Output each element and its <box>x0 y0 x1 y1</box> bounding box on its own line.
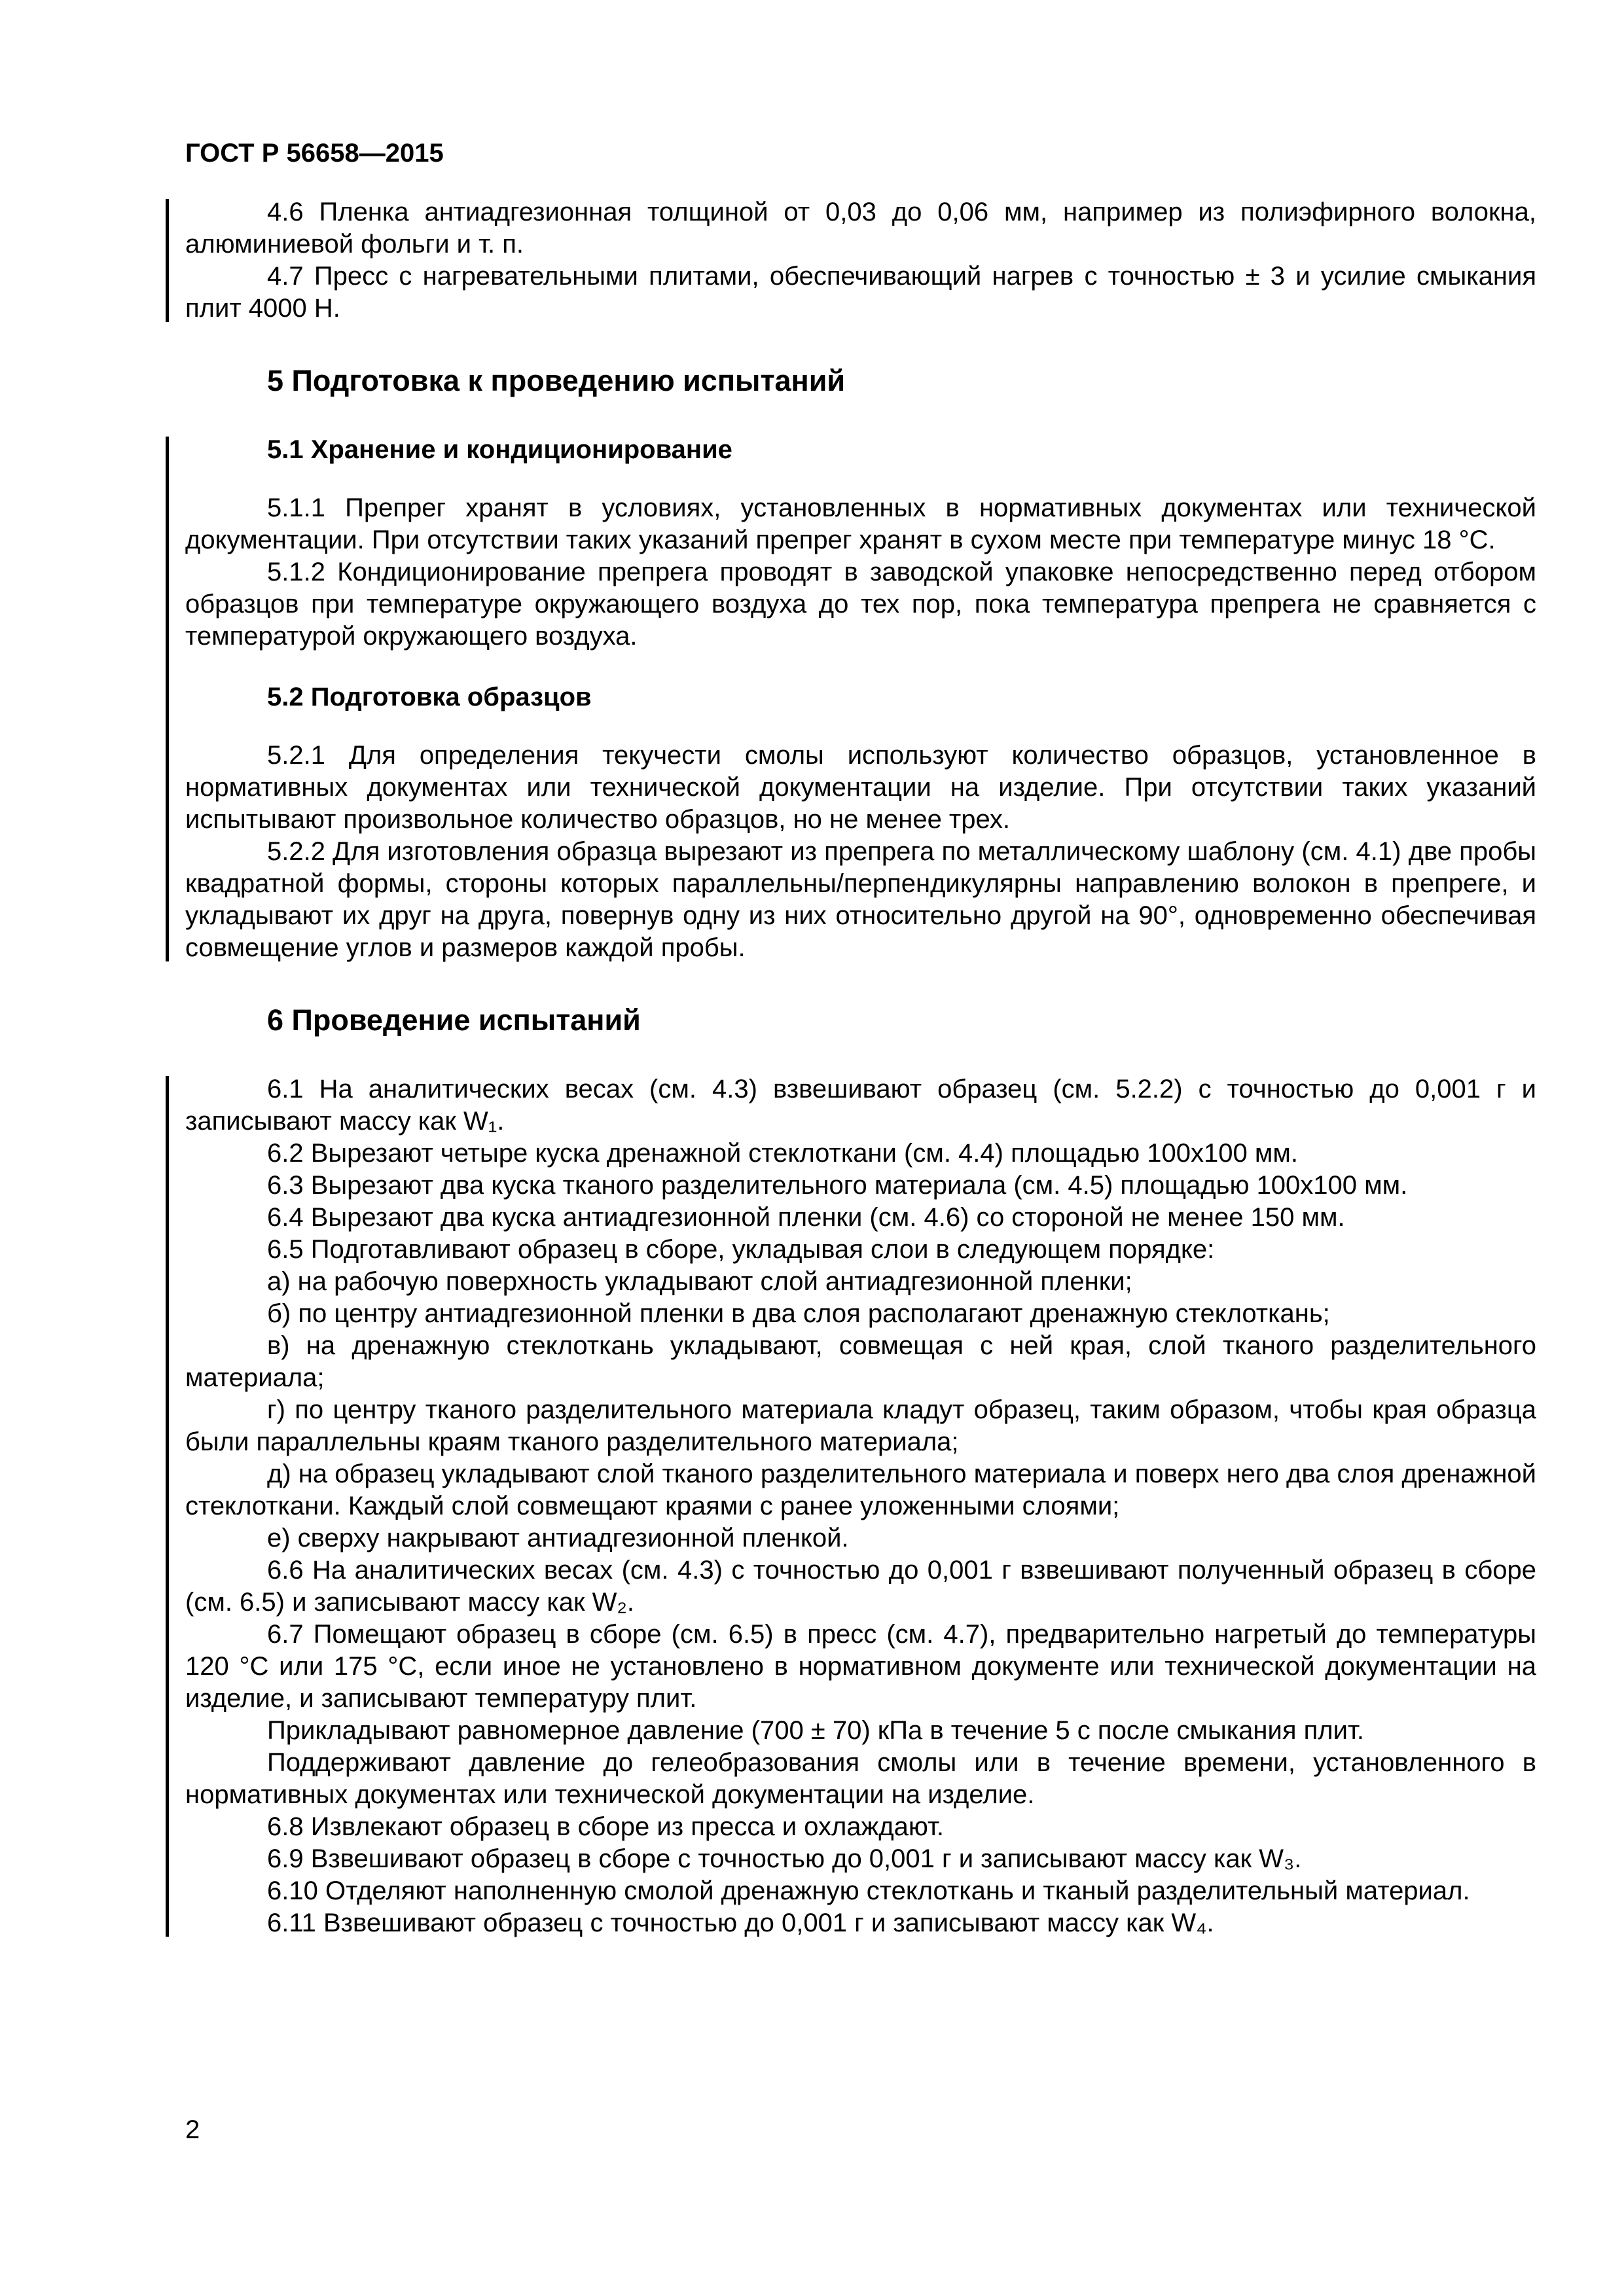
clause-5-1-1: 5.1.1 Препрег хранят в условиях, установленных в нормативных документах или технической документации. При отсутствии таких указаний препрег хранят в сухом месте при температуре минус 18 °С. <box>185 493 1536 554</box>
section-5-2-title: 5.2 Подготовка образцов <box>267 683 592 711</box>
list-item-a: а) на рабочую поверхность укладывают слой антиадгезионной пленки; <box>267 1267 1132 1296</box>
section-5-title: 5 Подготовка к проведению испытаний <box>267 364 846 397</box>
amended-block-section-4 <box>185 196 1536 325</box>
clause-6-3: 6.3 Вырезают два куска тканого разделительного материала (см. 4.5) площадью 100х100 мм. <box>267 1171 1408 1200</box>
section-5-1-title: 5.1 Хранение и кондиционирование <box>267 435 732 464</box>
list-item-g: г) по центру тканого разделительного материала кладут образец, таким образом, чтобы края образца были параллельны краям тканого разделительного материала; <box>185 1395 1536 1456</box>
clause-5-2-2: 5.2.2 Для изготовления образца вырезают из препрега по металлическому шаблону (см. 4.1) две пробы квадратной формы, стороны которых параллельны/перпендикулярны направлению волокон в препреге, и укладывают их друг на друга, повернув одну из них относительно другой на 90°, одновременно обеспечивая совмещение углов и размеров каждой пробы. <box>185 837 1536 962</box>
clause-6-7-pressure: Прикладывают равномерное давление (700 ± 70) кПа в течение 5 с после смыкания плит. <box>267 1716 1364 1745</box>
clause-6-5: 6.5 Подготавливают образец в сборе, укладывая слои в следующем порядке: <box>267 1235 1215 1264</box>
clause-5-2-1: 5.2.1 Для определения текучести смолы используют количество образцов, установленное в нормативных документах или технической документации на изделие. При отсутствии таких указаний испытывают произвольное количество образцов, но не менее трех. <box>185 741 1536 834</box>
clause-6-2: 6.2 Вырезают четыре куска дренажной стеклоткани (см. 4.4) площадью 100х100 мм. <box>267 1139 1298 1168</box>
page-content <box>185 196 1536 1939</box>
page-number: 2 <box>185 2115 200 2144</box>
amended-block-section-6 <box>185 1073 1536 1939</box>
clause-6-6: 6.6 На аналитических весах (см. 4.3) с точностью до 0,001 г взвешивают полученный образец в сборе (см. 6.5) и записывают массу как W₂. <box>185 1556 1536 1617</box>
change-bar <box>166 199 169 322</box>
amended-block-section-5 <box>185 434 1536 964</box>
section-6-title: 6 Проведение испытаний <box>267 1003 641 1037</box>
clause-4-6: 4.6 Пленка антиадгезионная толщиной от 0,03 до 0,06 мм, например из полиэфирного волокна, алюминиевой фольги и т. п. <box>185 198 1536 259</box>
clause-6-9: 6.9 Взвешивают образец в сборе с точностью до 0,001 г и записывают массу как W₃. <box>267 1844 1302 1873</box>
clause-6-1: 6.1 На аналитических весах (см. 4.3) взвешивают образец (см. 5.2.2) с точностью до 0,001 г и записывают массу как W₁. <box>185 1075 1536 1136</box>
list-item-e: е) сверху накрывают антиадгезионной пленкой. <box>267 1524 849 1552</box>
clause-5-1-2: 5.1.2 Кондиционирование препрега проводят в заводской упаковке непосредственно перед отбором образцов при температуре окружающего воздуха до тех пор, пока температура препрега не сравняется с температурой окружающего воздуха. <box>185 558 1536 651</box>
clause-6-7-hold: Поддерживают давление до гелеобразования смолы или в течение времени, установленного в нормативных документах или технической документации на изделие. <box>185 1748 1536 1809</box>
clause-6-10: 6.10 Отделяют наполненную смолой дренажную стеклоткань и тканый разделительный материал. <box>267 1876 1470 1905</box>
list-item-b: б) по центру антиадгезионной пленки в два слоя располагают дренажную стеклоткань; <box>267 1299 1330 1328</box>
clause-6-11: 6.11 Взвешивают образец с точностью до 0,001 г и записывают массу как W₄. <box>267 1909 1214 1937</box>
clause-6-8: 6.8 Извлекают образец в сборе из пресса и охлаждают. <box>267 1812 945 1841</box>
change-bar <box>166 437 169 961</box>
clause-6-7: 6.7 Помещают образец в сборе (см. 6.5) в пресс (см. 4.7), предварительно нагретый до температуры 120 °С или 175 °С, если иное не установлено в нормативном документе или технической документации на изделие, и записывают температуру плит. <box>185 1620 1536 1713</box>
list-item-d: д) на образец укладывают слой тканого разделительного материала и поверх него два слоя дренажной стеклоткани. Каждый слой совмещают краями с ранее уложенными слоями; <box>185 1460 1536 1520</box>
clause-4-7: 4.7 Пресс с нагревательными плитами, обеспечивающий нагрев с точностью ± 3 и усилие смыкания плит 4000 Н. <box>185 262 1536 323</box>
doc-code-header: ГОСТ Р 56658—2015 <box>185 139 444 168</box>
clause-6-4: 6.4 Вырезают два куска антиадгезионной пленки (см. 4.6) со стороной не менее 150 мм. <box>267 1203 1345 1232</box>
change-bar <box>166 1076 169 1937</box>
list-item-v: в) на дренажную стеклоткань укладывают, совмещая с ней края, слой тканого разделительного материала; <box>185 1331 1536 1392</box>
